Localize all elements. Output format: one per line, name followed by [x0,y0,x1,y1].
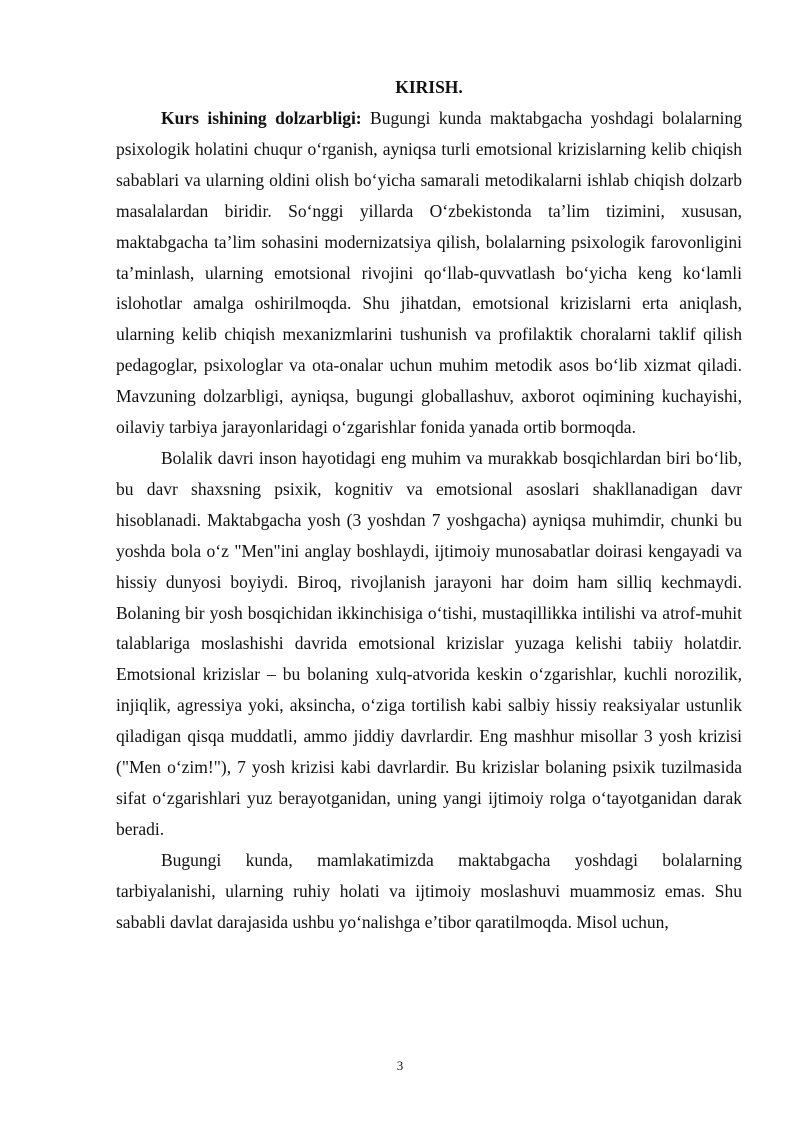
document-page [116,72,742,937]
paragraph-relevance [116,103,742,443]
paragraph-today [116,845,742,938]
paragraph-text: Bugungi kunda maktabgacha yoshdagi bolalarning psixologik holatini chuqur o‘rganish, ayniqsa turli emotsional krizislarning kelib chiqish sabablari va ularning oldini olish bo‘yicha samarali metodikalarni ishlab chiqish dolzarb masalalardan biridir. So‘nggi yillarda O‘zbekistonda ta’lim tizimini, xususan, maktabgacha ta’lim sohasini modernizatsiya qilish, bolalarning psixologik farovonligini ta’minlash, ularning emotsional rivojini qo‘llab-quvvatlash bo‘yicha keng ko‘lamli islohotlar amalga oshirilmoqda. Shu jihatdan, emotsional krizislarni erta aniqlash, ularning kelib chiqish mexanizmlarini tushunish va profilaktik choralarni taklif qilish pedagoglar, psixologlar va ota-onalar uchun muhim metodik asos bo‘lib xizmat qiladi. Mavzuning dolzarbligi, ayniqsa, bugungi globallashuv, axborot oqimining kuchayishi, oilaviy tarbiya jarayonlaridagi o‘zgarishlar fonida yanada ortib bormoqda. [116,108,742,438]
paragraph-text: Bolalik davri inson hayotidagi eng muhim va murakkab bosqichlardan biri bo‘lib, bu davr shaxsning psixik, kognitiv va emotsional asoslari shakllanadigan davr hisoblanadi. Maktabgacha yosh (3 yoshdan 7 yoshgacha) ayniqsa muhimdir, chunki bu yoshda bola o‘z "Men"ini anglay boshlaydi, ijtimoiy munosabatlar doirasi kengayadi va hissiy dunyosi boyiydi. Biroq, rivojlanish jarayoni har doim ham silliq kechmaydi. Bolaning bir yosh bosqichidan ikkinchisiga o‘tishi, mustaqillikka intilishi va atrof-muhit talablariga moslashishi davrida emotsional krizislar yuzaga kelishi tabiiy holatdir. Emotsional krizislar – bu bolaning xulq-atvorida keskin o‘zgarishlar, kuchli norozilik, injiqlik, agressiya yoki, aksincha, o‘ziga tortilish kabi salbiy hissiy reaksiyalar ustunlik qiladigan qisqa muddatli, ammo jiddiy davrlardir. Eng mashhur misollar 3 yosh krizisi ("Men o‘zim!"), 7 yosh krizisi kabi davrlardir. Bu krizislar bolaning psixik tuzilmasida sifat o‘zgarishlari yuz berayotganidan, uning yangi ijtimoiy rolga o‘tayotganidan darak beradi. [116,447,742,839]
page-number: 3 [396,1058,404,1073]
paragraph-text: Bugungi kunda, mamlakatimizda maktabgacha yoshdagi bolalarning tarbiyalanishi, ularning ruhiy holati va ijtimoiy moslashuvi muammosiz emas. Shu sababli davlat darajasida ushbu yo‘nalishga e’tibor qaratilmoqda. Misol uchun, [116,849,742,932]
paragraph-lead: Kurs ishining dolzarbligi: [161,108,362,128]
page-title: KIRISH. [395,77,463,97]
paragraph-childhood [116,443,742,845]
